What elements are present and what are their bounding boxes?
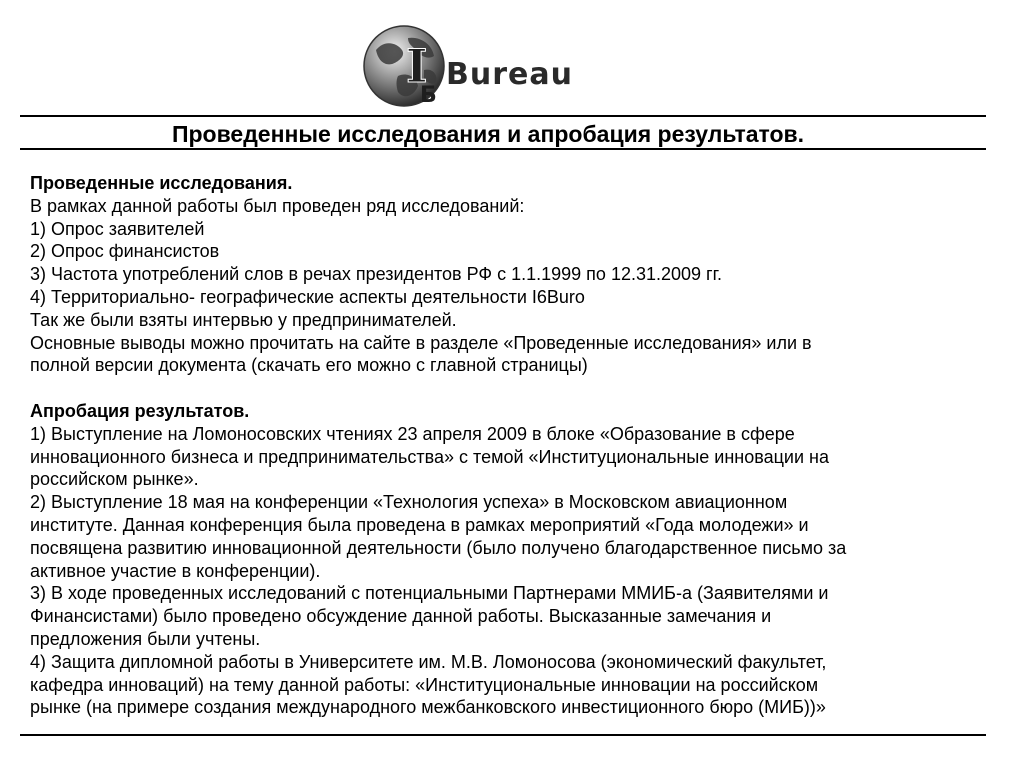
bottom-divider xyxy=(20,734,986,736)
globe-logo-icon xyxy=(362,20,622,112)
logo-letter-i: I xyxy=(406,39,428,93)
research-line: 2) Опрос финансистов xyxy=(30,241,220,262)
approbation-line: кафедра инноваций) на тему данной работы: «Институциональные инновации на российском xyxy=(30,674,819,695)
approbation-line: рынке (на примере создания международного межбанковского инвестиционного бюро (МИБ))» xyxy=(30,697,826,718)
research-heading: Проведенные исследования. xyxy=(30,173,293,193)
document-body xyxy=(30,172,980,719)
approbation-heading: Апробация результатов. xyxy=(30,400,250,421)
approbation-line: 4) Защита дипломной работы в Университете им. М.В. Ломоносова (экономический факультет, xyxy=(30,651,827,672)
approbation-line: институте. Данная конференция была проведена в рамках мероприятий «Года молодежи» и xyxy=(30,514,809,535)
logo-wordmark: Bureau xyxy=(446,57,573,92)
approbation-line: 3) В ходе проведенных исследований с потенциальными Партнерами ММИБ-а (Заявителями и xyxy=(30,583,829,604)
research-line: 4) Территориально- географические аспекты деятельности I6Buro xyxy=(30,286,585,307)
approbation-line: 2) Выступление 18 мая на конференции «Технология успеха» в Московском авиационном xyxy=(30,492,788,513)
logo xyxy=(362,20,622,112)
logo-letter-b: Б xyxy=(420,83,437,108)
research-line: Так же были взяты интервью у предпринимателей. xyxy=(30,309,457,330)
approbation-line: посвящена развитию инновационной деятельности (было получено благодарственное письмо за xyxy=(30,537,847,558)
research-line: В рамках данной работы был проведен ряд исследований: xyxy=(30,195,525,216)
approbation-line: 1) Выступление на Ломоносовских чтениях 23 апреля 2009 в блоке «Образование в сфере xyxy=(30,423,795,444)
approbation-line: российском рынке». xyxy=(30,469,199,490)
section-spacer xyxy=(30,377,980,400)
approbation-line: активное участие в конференции). xyxy=(30,560,321,581)
research-line: полной версии документа (скачать его можно с главной страницы) xyxy=(30,355,588,376)
page-title: Проведенные исследования и апробация результатов. xyxy=(171,121,805,147)
approbation-line: предложения были учтены. xyxy=(30,628,261,649)
approbation-line: Финансистами) было проведено обсуждение данной работы. Высказанные замечания и xyxy=(30,606,772,627)
title-divider xyxy=(20,148,986,150)
approbation-line: инновационного бизнеса и предпринимательства» с темой «Институциональные инновации на xyxy=(30,446,829,467)
research-line: Основные выводы можно прочитать на сайте в разделе «Проведенные исследования» или в xyxy=(30,332,812,353)
research-line: 1) Опрос заявителей xyxy=(30,218,205,239)
top-divider xyxy=(20,115,986,117)
research-line: 3) Частота употреблений слов в речах президентов РФ с 1.1.1999 по 12.31.2009 гг. xyxy=(30,264,722,285)
